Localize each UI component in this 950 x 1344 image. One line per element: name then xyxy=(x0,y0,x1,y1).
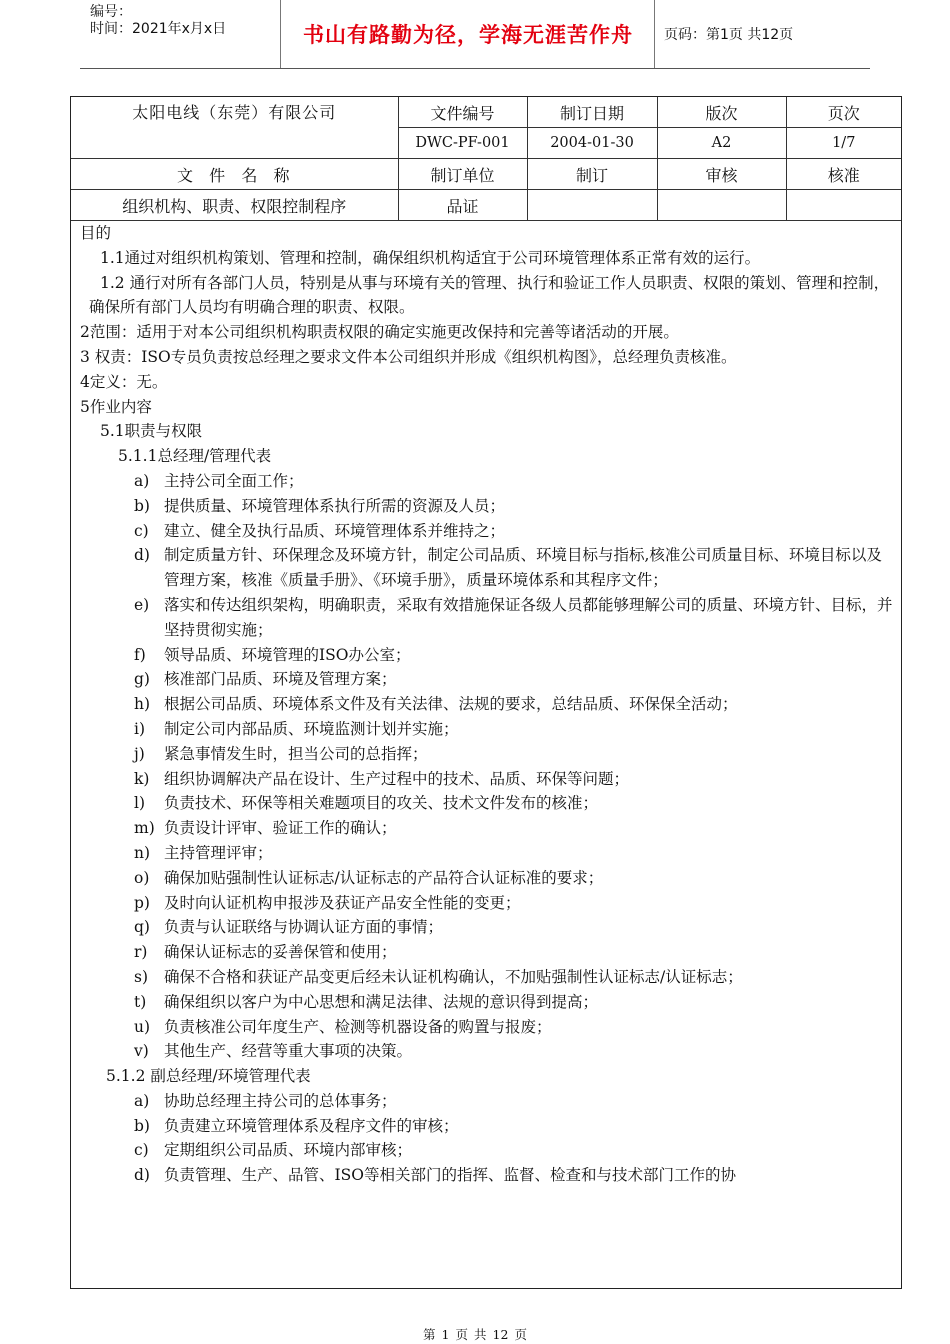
list-item-key: h) xyxy=(134,695,151,714)
list-item xyxy=(80,692,897,717)
document-meta-table xyxy=(71,97,901,221)
heading-5-1-2: 5.1.2 副总经理/环境管理代表 xyxy=(106,1067,311,1086)
list-item-key: c) xyxy=(134,521,149,540)
divider xyxy=(280,0,281,68)
section-purpose-title: 目的 xyxy=(80,224,112,242)
list-item xyxy=(80,494,897,519)
list-item xyxy=(80,965,897,990)
version-value: A2 xyxy=(657,128,786,159)
footer-text: 第 xyxy=(423,1327,436,1342)
deputy-gm-duty-list xyxy=(80,1089,897,1188)
list-item-text: 主持管理评审； xyxy=(164,843,273,862)
pages-header: 页次 xyxy=(786,97,901,128)
doc-name-header: 文 件 名 称 xyxy=(71,159,398,190)
doc-no-value: DWC-PF-001 xyxy=(398,128,527,159)
list-item-text: 确保认证标志的妥善保管和使用； xyxy=(164,943,397,962)
unit-header: 制订单位 xyxy=(398,159,527,190)
list-item-text: 协助总经理主持公司的总体事务； xyxy=(164,1091,397,1110)
list-item-key: t) xyxy=(134,992,147,1011)
list-item-text: 其他生产、经营等重大事项的决策。 xyxy=(164,1042,413,1061)
unit-value: 品证 xyxy=(398,190,527,221)
list-item xyxy=(80,1163,897,1188)
page-header xyxy=(80,0,870,69)
list-item-text: 主持公司全面工作； xyxy=(164,471,304,490)
divider xyxy=(654,0,655,68)
list-item-key: p) xyxy=(134,893,150,912)
list-item-text: 定期组织公司品质、环境内部审核； xyxy=(164,1141,413,1160)
list-item-text: 负责建立环境管理体系及程序文件的审核； xyxy=(164,1116,459,1135)
heading-5-1-1: 5.1.1总经理/管理代表 xyxy=(118,447,272,466)
list-item xyxy=(80,915,897,940)
page-footer xyxy=(0,1325,950,1343)
list-item-text: 组织协调解决产品在设计、生产过程中的技术、品质、环保等问题； xyxy=(164,769,630,788)
list-item xyxy=(80,519,897,544)
company-name: 太阳电线（东莞）有限公司 xyxy=(71,97,398,159)
list-item xyxy=(80,841,897,866)
list-item xyxy=(80,1114,897,1139)
list-item-key: d) xyxy=(134,546,150,565)
list-item-key: v) xyxy=(134,1042,149,1061)
list-item-text: 确保不合格和获证产品变更后经未认证机构确认，不加贴强制性认证标志/认证标志； xyxy=(164,967,743,986)
list-item-key: r) xyxy=(134,943,148,962)
header-info xyxy=(90,4,280,38)
list-item-key: q) xyxy=(134,918,150,937)
list-item xyxy=(80,866,897,891)
list-item xyxy=(80,1015,897,1040)
list-item-key: i) xyxy=(134,719,146,738)
made-value xyxy=(527,190,657,221)
review-header: 审核 xyxy=(657,159,786,190)
list-item-text: 提供质量、环境管理体系执行所需的资源及人员； xyxy=(164,496,506,515)
paragraph-1-1: 1.1通过对组织机构策划、管理和控制，确保组织机构适宜于公司环境管理体系正常有效的运行。 xyxy=(100,248,761,267)
list-item-text: 制定质量方针、环保理念及环境方针，制定公司品质、环境目标与指标,核准公司质量目标、环境目标以及管理方案，核准《质量手册》、《环境手册》，质量环境体系和其程序文件； xyxy=(164,546,882,590)
version-header: 版次 xyxy=(657,97,786,128)
list-item-text: 及时向认证机构申报涉及获证产品安全性能的变更； xyxy=(164,893,521,912)
list-item xyxy=(80,891,897,916)
list-item xyxy=(80,593,897,643)
paragraph-responsibility: 3 权责：ISO专员负责按总经理之要求文件本公司组织并形成《组织机构图》，总经理负责核准。 xyxy=(80,347,737,366)
list-item-key: f) xyxy=(134,645,146,664)
document-frame xyxy=(70,96,902,1289)
paragraph-work-content: 5作业内容 xyxy=(80,397,152,416)
time-label: 时间：2021年x月x日 xyxy=(90,21,227,37)
pages-value: 1/7 xyxy=(786,128,901,159)
list-item xyxy=(80,469,897,494)
list-item-text: 核准部门品质、环境及管理方案； xyxy=(164,670,397,689)
list-item-key: d) xyxy=(134,1166,150,1185)
slogan: 书山有路勤为径，学海无涯苦作舟 xyxy=(303,23,633,47)
paragraph-scope: 2范围：适用于对本公司组织机构职责权限的确定实施更改保持和完善等诸活动的开展。 xyxy=(80,323,679,342)
list-item-key: m) xyxy=(134,819,155,838)
list-item-key: g) xyxy=(134,670,150,689)
list-item xyxy=(80,791,897,816)
list-item xyxy=(80,543,897,593)
list-item-key: a) xyxy=(134,471,150,490)
list-item-text: 紧急事情发生时，担当公司的总指挥； xyxy=(164,744,428,763)
list-item-key: b) xyxy=(134,496,150,515)
heading-5-1: 5.1职责与权限 xyxy=(100,422,203,441)
list-item-text: 建立、健全及执行品质、环境管理体系并维持之； xyxy=(164,521,506,540)
list-item-key: o) xyxy=(134,868,150,887)
list-item-text: 负责管理、生产、品管、ISO等相关部门的指挥、监督、检查和与技术部门工作的协 xyxy=(164,1166,736,1185)
list-item-text: 负责与认证联络与协调认证方面的事情； xyxy=(164,918,444,937)
list-item xyxy=(80,990,897,1015)
number-label: 编号： xyxy=(90,4,132,20)
list-item-key: c) xyxy=(134,1141,149,1160)
document-body xyxy=(71,221,901,1188)
list-item xyxy=(80,643,897,668)
list-item-text: 确保加贴强制性认证标志/认证标志的产品符合认证标准的要求； xyxy=(164,868,604,887)
list-item-key: j) xyxy=(134,744,145,763)
list-item-text: 确保组织以客户为中心思想和满足法律、法规的意识得到提高； xyxy=(164,992,599,1011)
footer-total-pages: 12 xyxy=(492,1327,509,1342)
footer-text: 页 xyxy=(455,1327,469,1342)
list-item-key: b) xyxy=(134,1116,150,1135)
list-item-text: 负责核准公司年度生产、检测等机器设备的购置与报废； xyxy=(164,1017,552,1036)
list-item-key: u) xyxy=(134,1017,151,1036)
list-item xyxy=(80,1138,897,1163)
approve-value xyxy=(786,190,901,221)
list-item xyxy=(80,1089,897,1114)
paragraph-1-2: 1.2 通行对所有各部门人员，特别是从事与环境有关的管理、执行和验证工作人员职责、权限的策划、管理和控制，确保所有部门人员均有明确合理的职责、权限。 xyxy=(89,273,890,317)
footer-text: 页 xyxy=(514,1327,527,1342)
footer-page-number: 1 xyxy=(441,1327,450,1342)
date-header: 制订日期 xyxy=(527,97,657,128)
list-item-text: 领导品质、环境管理的ISO办公室； xyxy=(164,645,411,664)
list-item xyxy=(80,767,897,792)
page-indicator: 页码：第1页 共12页 xyxy=(664,27,794,43)
list-item xyxy=(80,816,897,841)
list-item-text: 制定公司内部品质、环境监测计划并实施； xyxy=(164,719,459,738)
list-item-key: a) xyxy=(134,1091,150,1110)
list-item xyxy=(80,1039,897,1064)
list-item-key: k) xyxy=(134,769,150,788)
list-item xyxy=(80,667,897,692)
list-item-text: 根据公司品质、环境体系文件及有关法律、法规的要求，总结品质、环保保全活动； xyxy=(164,695,738,714)
doc-name-value: 组织机构、职责、权限控制程序 xyxy=(71,190,398,221)
list-item-key: e) xyxy=(134,595,150,614)
footer-text: 共 xyxy=(474,1327,487,1342)
list-item-text: 落实和传达组织架构，明确职责，采取有效措施保证各级人员都能够理解公司的质量、环境方针、目标，并坚持贯彻实施； xyxy=(164,595,893,639)
doc-no-header: 文件编号 xyxy=(398,97,527,128)
list-item xyxy=(80,940,897,965)
list-item xyxy=(80,717,897,742)
approve-header: 核准 xyxy=(786,159,901,190)
date-value: 2004-01-30 xyxy=(527,128,657,159)
list-item-text: 负责设计评审、验证工作的确认； xyxy=(164,819,397,838)
gm-duty-list xyxy=(80,469,897,1064)
list-item-key: n) xyxy=(134,843,151,862)
list-item-text: 负责技术、环保等相关难题项目的攻关、技术文件发布的核准； xyxy=(164,794,599,813)
made-header: 制订 xyxy=(527,159,657,190)
list-item-key: l) xyxy=(134,794,146,813)
review-value xyxy=(657,190,786,221)
list-item-key: s) xyxy=(134,967,149,986)
list-item xyxy=(80,742,897,767)
paragraph-definition: 4定义：无。 xyxy=(80,372,168,391)
